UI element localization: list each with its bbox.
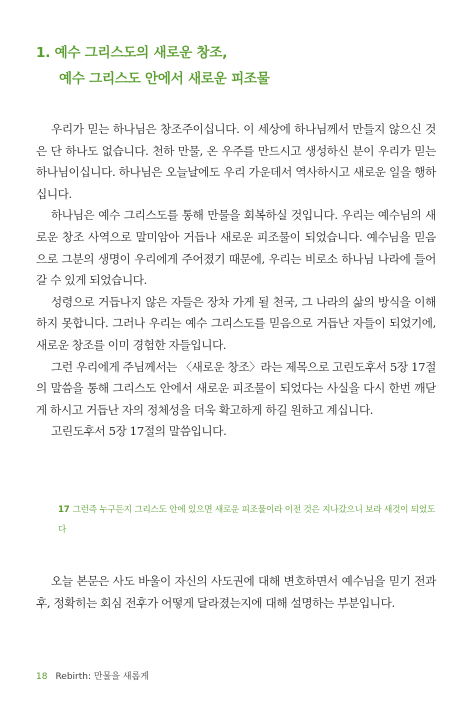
page-number: 18: [36, 672, 48, 682]
paragraph: 그런 우리에게 주님께서는 〈새로운 창조〉라는 제목으로 고린도후서 5장 17절의 말씀을 통해 그리스도 안에서 새로운 피조물이 되었다는 사실을 다시 한번 깨닫게 하시고 거듭난 자의 정체성을 더욱 확고하게 하길 원하고 계십니다.: [36, 359, 436, 417]
book-title: Rebirth: 만물을 새롭게: [55, 672, 149, 682]
paragraph: 고린도후서 5장 17절의 말씀입니다.: [51, 424, 227, 439]
heading-line-2: 예수 그리스도 안에서 새로운 피조물: [59, 71, 270, 87]
paragraph: 하나님은 예수 그리스도를 통해 만물을 회복하실 것입니다. 우리는 예수님의 새로운 창조 사역으로 말미암아 거듭나 새로운 피조물이 되었습니다. 예수님을 믿음으로 그분의 생명이 우리에게 주어졌기 때문에, 우리는 비로소 하나님 나라에 들어갈 수 있게 되었습니다.: [36, 208, 436, 288]
verse-number: 17: [58, 505, 70, 515]
scripture-quote: [58, 500, 438, 540]
paragraph: 우리가 믿는 하나님은 창조주이십니다. 이 세상에 하나님께서 만들지 않으신 것은 단 하나도 없습니다. 천하 만물, 온 우주를 만드시고 생성하신 분이 우리가 믿는 하나님이십니다. 하나님은 오늘날에도 우리 가운데서 역사하시고 새로운 일을 행하십니다.: [36, 122, 436, 201]
paragraph: 성령으로 거듭나지 않은 자들은 장차 가게 될 천국, 그 나라의 삶의 방식을 이해하지 못합니다. 그러나 우리는 예수 그리스도를 믿음으로 거듭난 자들이 되었기에, 새로운 창조를 이미 경험한 자들입니다.: [36, 294, 436, 352]
page-footer: [36, 669, 149, 682]
paragraph: 오늘 본문은 사도 바울이 자신의 사도권에 대해 변호하면서 예수님을 믿기 전과 후, 정확히는 회심 전후가 어떻게 달라졌는지에 대해 설명하는 부분입니다.: [36, 574, 436, 610]
quote-text: 그런즉 누구든지 그리스도 안에 있으면 새로운 피조물이라 이전 것은 지나갔으니 보라 새것이 되었도다: [58, 505, 436, 535]
heading-line-1: 1. 예수 그리스도의 새로운 창조,: [36, 45, 228, 61]
closing-text: [36, 571, 436, 614]
body-text: [36, 119, 436, 443]
section-heading: [36, 40, 436, 92]
